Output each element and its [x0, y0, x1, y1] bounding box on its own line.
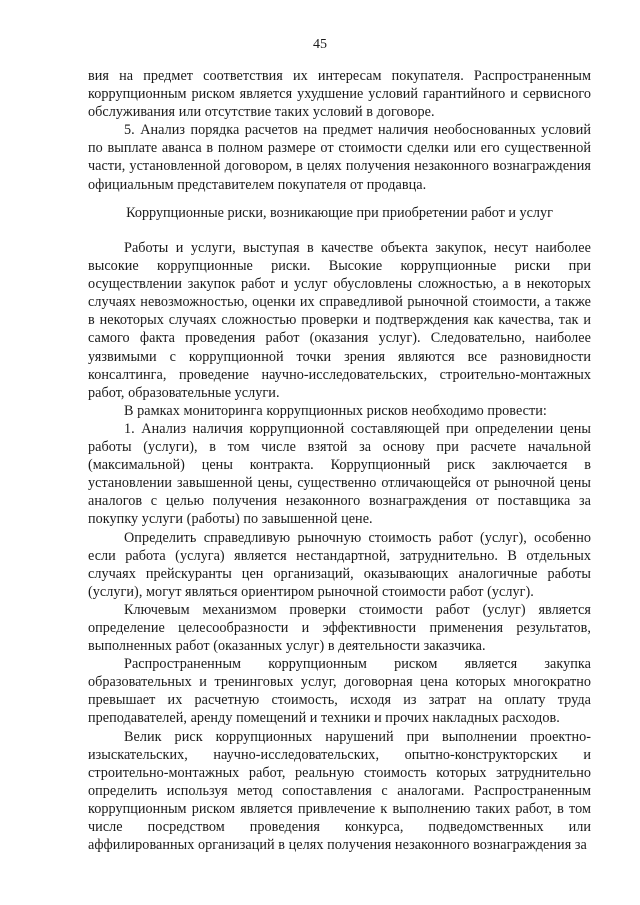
- paragraph-education-services: Распространенным коррупционным риском является закупка образовательных и тренинговых услуг, договорная цена которых многократно превышает их расчетную стоимость, исходя из затрат на оплату труда преподавателей, аренду помещений и техники и прочих накладных расходов.: [88, 656, 591, 727]
- paragraph-key-mechanism: Ключевым механизмом проверки стоимости работ (услуг) является определение целесообразности и эффективности применения результатов, выполненных работ (оказанных услуг) в деятельности заказчика.: [88, 601, 591, 655]
- paragraph-market-price: Определить справедливую рыночную стоимость работ (услуг), особенно если работа (услуга) является нестандартной, затруднительно. В отдельных случаях прейскуранты цен организаций, оказывающих аналогичные работы (услуги), могут являться ориентиром рыночной стоимости работ (услуг).: [88, 529, 591, 600]
- text-block-main: [88, 239, 591, 854]
- paragraph-continuation: вия на предмет соответствия их интересам покупателя. Распространенным коррупционным риском является ухудшение условий гарантийного и сервисного обслуживания или отсутствие таких условий в договоре.: [88, 68, 591, 121]
- paragraph-item-5: 5. Анализ порядка расчетов на предмет наличия необоснованных условий по выплате аванса в полном размере от стоимости сделки или его существенной части, установленной договором, в целях получения незаконного вознаграждения официальным представителем покупателя от продавца.: [88, 122, 591, 193]
- paragraph-design-works: Велик риск коррупционных нарушений при выполнении проектно-изыскательских, научно-исследовательских, опытно-конструкторских и строительно-монтажных работ, реальную стоимость которых затруднительно определить используя метод сопоставления с аналогами. Распространенным коррупционным риском является привлечение к выполнению таких работ, в том числе посредством проведения конкурса, подведомственных или аффилированных организаций в целях получения незаконного вознаграждения за: [88, 728, 591, 854]
- paragraph-monitoring: В рамках мониторинга коррупционных рисков необходимо провести:: [124, 402, 547, 419]
- paragraph-intro: Работы и услуги, выступая в качестве объекта закупок, несут наиболее высокие коррупционные риски. Высокие коррупционные риски при осуществлении закупок работ и услуг обусловлены сложностью, а в некоторых случаях невозможностью, оценки их справедливой рыночной стоимости, а также в некоторых случаях сложностью проверки и подтверждения как качества, так и самого факта проведения работ (оказания услуг). Следовательно, наиболее уязвимыми с коррупционной точки зрения являются все разновидности консалтинга, проведение научно-исследовательских, строительно-монтажных работ, образовательные услуги.: [88, 240, 591, 401]
- paragraph-item-1: 1. Анализ наличия коррупционной составляющей при определении цены работы (услуги), в том числе взятой за основу при расчете начальной (максимальной) цены контракта. Коррупционный риск заключается в установлении завышенной цены, существенно отличающейся от рыночной цены аналогов с целью получения незаконного вознаграждения от поставщика за покупку услуги (работы) по завышенной цене.: [88, 420, 591, 528]
- section-heading: Коррупционные риски, возникающие при приобретении работ и услуг: [126, 205, 553, 221]
- page-number: 45: [313, 37, 327, 52]
- text-block-top: [88, 67, 591, 194]
